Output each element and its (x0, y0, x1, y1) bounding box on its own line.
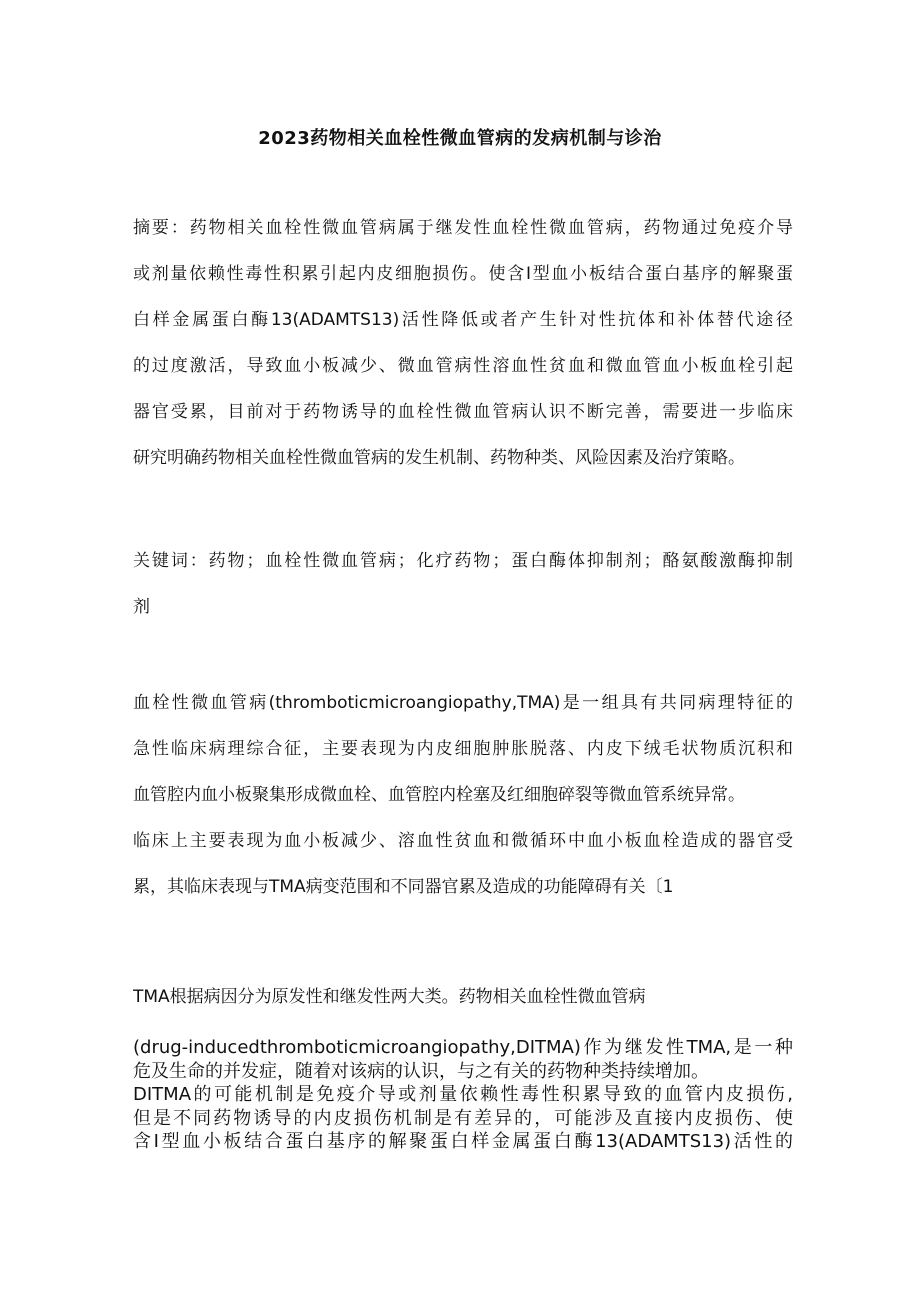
body-line: 急性临床病理综合征，主要表现为内皮细胞肿胀脱落、内皮下绒毛状物质沉积和 (133, 739, 793, 759)
body-line: 临床上主要表现为血小板减少、溶血性贫血和微循环中血小板血栓造成的器官受 (133, 831, 793, 851)
abstract-line: 白样金属蛋白酶13(ADAMTS13)活性降低或者产生针对性抗体和补体替代途径 (133, 310, 793, 330)
abstract-line: 研究明确药物相关血栓性微血管病的发生机制、药物种类、风险因素及治疗策略。 (133, 448, 745, 468)
abstract-line: 的过度激活，导致血小板减少、微血管病性溶血性贫血和微血管血小板血栓引起 (133, 356, 793, 376)
abstract-line: 摘要：药物相关血栓性微血管病属于继发性血栓性微血管病，药物通过免疫介导 (133, 218, 793, 238)
body-line: 危及生命的并发症，随着对该病的认识，与之有关的药物种类持续增加。 (133, 1060, 709, 1082)
body-line: 累，其临床表现与TMA病变范围和不同器官累及造成的功能障碍有关〔1 (133, 877, 674, 897)
body-line: 含Ⅰ型血小板结合蛋白基序的解聚蛋白样金属蛋白酶13(ADAMTS13)活性的 (133, 1131, 793, 1152)
body-paragraph-2 (133, 1036, 793, 1154)
body-line: TMA根据病因分为原发性和继发性两大类。药物相关血栓性微血管病 (133, 987, 646, 1007)
abstract-line: 器官受累，目前对于药物诱导的血栓性微血管病认识不断完善，需要进一步临床 (133, 402, 793, 422)
document-title: 2023药物相关血栓性微血管病的发病机制与诊治 (258, 128, 662, 149)
body-line: 血栓性微血管病(thromboticmicroangiopathy,TMA)是一组具有共同病理特征的 (133, 693, 793, 713)
body-paragraph-2-lead (133, 974, 793, 1020)
abstract-paragraph (133, 205, 793, 481)
keywords-paragraph (133, 538, 793, 630)
body-line: (drug-inducedthromboticmicroangiopathy,DITMA)作为继发性TMA,是一种 (133, 1037, 793, 1058)
body-paragraph-1 (133, 680, 793, 910)
keywords-line: 关键词：药物；血栓性微血管病；化疗药物；蛋白酶体抑制剂；酪氨酸激酶抑制 (133, 551, 793, 571)
body-line: 血管腔内血小板聚集形成微血栓、血管腔内栓塞及红细胞碎裂等微血管系统异常。 (133, 785, 745, 805)
abstract-line: 或剂量依赖性毒性积累引起内皮细胞损伤。使含Ⅰ型血小板结合蛋白基序的解聚蛋 (133, 264, 793, 284)
body-line: DITMA的可能机制是免疫介导或剂量依赖性毒性积累导致的血管内皮损伤, (133, 1084, 793, 1105)
body-line: 但是不同药物诱导的内皮损伤机制是有差异的，可能涉及直接内皮损伤、使 (133, 1107, 793, 1129)
keywords-line: 剂 (133, 597, 150, 617)
